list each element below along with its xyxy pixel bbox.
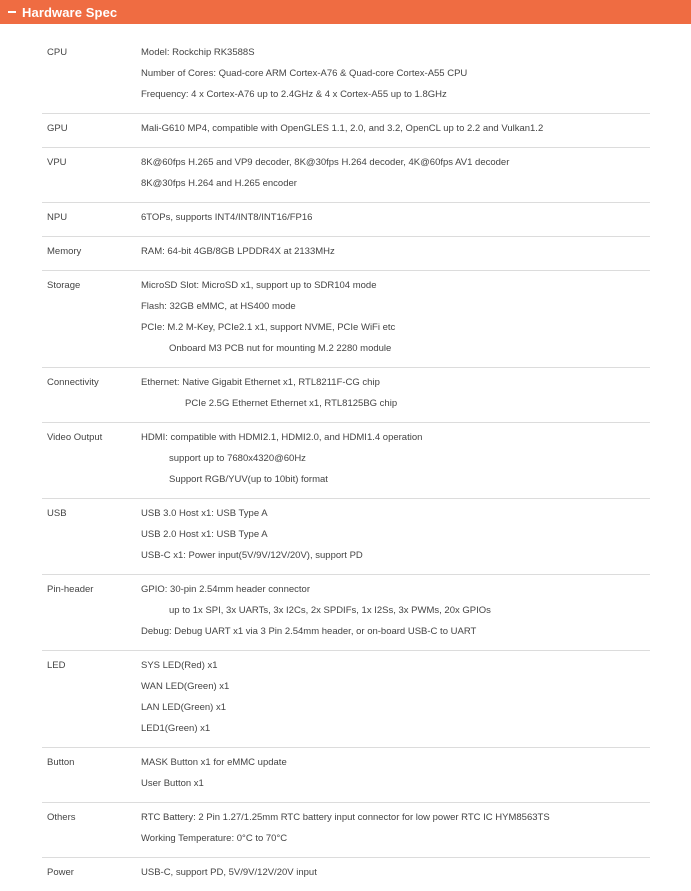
spec-value-line: SYS LED(Red) x1 [141,660,218,671]
spec-value-line: Onboard M3 PCB nut for mounting M.2 2280 module [169,343,392,354]
spec-row-connectivity [42,368,650,423]
spec-value-line: HDMI: compatible with HDMI2.1, HDMI2.0, and HDMI1.4 operation [141,432,423,443]
spec-values [141,372,650,414]
spec-row-vpu [42,148,650,203]
spec-value-line: LED1(Green) x1 [141,723,211,734]
spec-value-line: Support RGB/YUV(up to 10bit) format [169,474,328,485]
spec-value-line: WAN LED(Green) x1 [141,681,230,692]
spec-value-line: support up to 7680x4320@60Hz [169,453,306,464]
spec-row-led [42,651,650,748]
spec-value-line: USB 3.0 Host x1: USB Type A [141,508,268,519]
section-title: Hardware Spec [22,4,118,20]
spec-values [141,752,650,794]
spec-value-line: Debug: Debug UART x1 via 3 Pin 2.54mm header, or on-board USB-C to UART [141,626,477,637]
spec-row-gpu [42,114,650,148]
spec-value-line: Number of Cores: Quad-core ARM Cortex-A76 & Quad-core Cortex-A55 CPU [141,68,468,79]
spec-value-line: LAN LED(Green) x1 [141,702,227,713]
spec-value-line: Flash: 32GB eMMC, at HS400 mode [141,301,296,312]
spec-value-line: PCIe 2.5G Ethernet Ethernet x1, RTL8125BG chip [185,398,398,409]
spec-row-button [42,748,650,803]
spec-value-line: Working Temperature: 0°C to 70°C [141,833,288,844]
spec-label: Storage [47,280,81,291]
collapse-icon[interactable] [8,11,16,13]
spec-value-line: Model: Rockchip RK3588S [141,47,255,58]
spec-values [141,579,650,642]
spec-label: Pin-header [47,584,94,595]
spec-label: Power [47,867,74,878]
spec-value-line: up to 1x SPI, 3x UARTs, 3x I2Cs, 2x SPDIFs, 1x I2Ss, 3x PWMs, 20x GPIOs [169,605,491,616]
spec-values [141,655,650,739]
spec-value-line: MicroSD Slot: MicroSD x1, support up to SDR104 mode [141,280,377,291]
spec-row-others [42,803,650,858]
spec-value-line: RAM: 64-bit 4GB/8GB LPDDR4X at 2133MHz [141,246,335,257]
spec-row-video-output [42,423,650,499]
spec-value-line: 8K@30fps H.264 and H.265 encoder [141,178,297,189]
spec-values [141,207,650,228]
spec-label: NPU [47,212,68,223]
spec-value-line: MASK Button x1 for eMMC update [141,757,287,768]
spec-values [141,427,650,490]
spec-values [141,152,650,194]
spec-values [141,241,650,262]
spec-values [141,807,650,849]
spec-value-line: Mali-G610 MP4, compatible with OpenGLES 1.1, 2.0, and 3.2, OpenCL up to 2.2 and Vulkan1.2 [141,123,544,134]
spec-label: USB [47,508,67,519]
spec-value-line: RTC Battery: 2 Pin 1.27/1.25mm RTC battery input connector for low power RTC IC HYM8563TS [141,812,550,823]
spec-row-pin-header [42,575,650,651]
spec-value-line: USB-C x1: Power input(5V/9V/12V/20V), support PD [141,550,363,561]
spec-label: Button [47,757,75,768]
spec-label: LED [47,660,66,671]
spec-value-line: PCIe: M.2 M-Key, PCIe2.1 x1, support NVME, PCIe WiFi etc [141,322,396,333]
spec-value-line: 6TOPs, supports INT4/INT8/INT16/FP16 [141,212,313,223]
spec-value-line: User Button x1 [141,778,204,789]
spec-value-line: GPIO: 30-pin 2.54mm header connector [141,584,310,595]
spec-value-line: USB 2.0 Host x1: USB Type A [141,529,268,540]
spec-row-storage [42,271,650,368]
spec-value-line: Frequency: 4 x Cortex-A76 up to 2.4GHz & 4 x Cortex-A55 up to 1.8GHz [141,89,447,100]
spec-label: VPU [47,157,67,168]
spec-value-line: USB-C, support PD, 5V/9V/12V/20V input [141,867,317,878]
spec-label: GPU [47,123,68,134]
spec-row-memory [42,237,650,271]
spec-values [141,275,650,359]
spec-label: Others [47,812,76,823]
spec-value-line: Ethernet: Native Gigabit Ethernet x1, RTL8211F-CG chip [141,377,380,388]
spec-values [141,42,650,105]
spec-label: CPU [47,47,68,58]
spec-row-power [42,858,650,891]
spec-row-npu [42,203,650,237]
hardware-spec-header[interactable] [0,0,691,24]
spec-label: Memory [47,246,82,257]
spec-values [141,118,650,139]
spec-values [141,503,650,566]
spec-table [42,38,650,891]
spec-values [141,862,650,883]
spec-label: Video Output [47,432,103,443]
spec-label: Connectivity [47,377,99,388]
spec-row-cpu [42,38,650,114]
spec-row-usb [42,499,650,575]
spec-value-line: 8K@60fps H.265 and VP9 decoder, 8K@30fps H.264 decoder, 4K@60fps AV1 decoder [141,157,510,168]
